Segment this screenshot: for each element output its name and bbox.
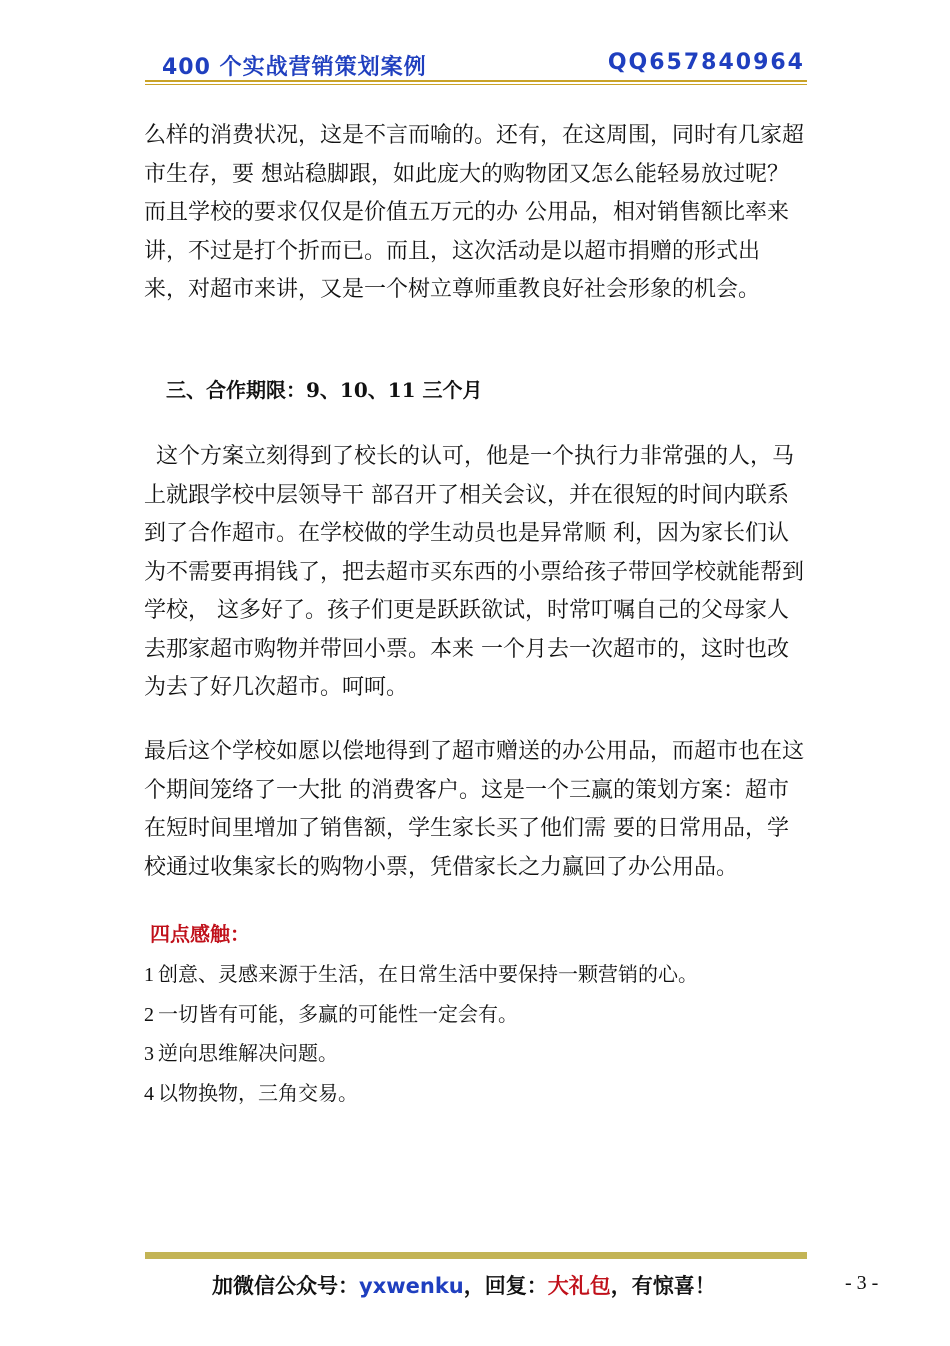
footer-middle: ，回复： [463, 1274, 548, 1298]
point-text: 一切皆有可能，多赢的可能性一定会有。 [158, 1001, 518, 1026]
header-contact: QQ657840964 [607, 50, 805, 75]
point-number: 3 [144, 1043, 154, 1065]
list-item [144, 1034, 698, 1074]
footer-promo [212, 1270, 716, 1300]
header-divider [145, 80, 807, 82]
page-number: - 3 - [845, 1272, 879, 1294]
point-text: 创意、灵感来源于生活，在日常生活中要保持一颗营销的心。 [158, 962, 698, 986]
header-title: 400 个实战营销策划案例 [162, 55, 427, 80]
footer-account: yxwenku [359, 1274, 464, 1298]
points-heading: 四点感触： [150, 922, 250, 946]
point-number: 4 [144, 1082, 154, 1105]
list-item [144, 955, 698, 995]
footer-suffix: ，有惊喜！ [610, 1274, 716, 1298]
point-text: 以物换物，三角交易。 [158, 1080, 358, 1105]
header-divider-thin [145, 84, 807, 85]
body-paragraph-2: 这个方案立刻得到了校长的认可，他是一个执行力非常强的人，马上就跟学校中层领导干 部召开了相关会议，并在很短的时间内联系到了合作超市。在学校做的学生动员也是异常顺 利，因为家长们认为不需要再捐钱了，把去超市买东西的小票给孩子带回学校就能帮到学校， 这多好了。孩子们更是跃跃欲试，时常叮嘱自己的父母家人去那家超市购物并带回小票。本来 一个月去一次超市的，这时也改为去了好几次超市。呵呵。 [144, 444, 805, 700]
footer-keyword: 大礼包 [547, 1274, 611, 1298]
list-item [144, 1074, 698, 1114]
point-number: 2 [144, 1003, 154, 1026]
section-heading: 三、合作期限：9、10、11 三个月 [166, 378, 483, 402]
point-number: 1 [144, 964, 154, 986]
body-paragraph-3: 最后这个学校如愿以偿地得到了超市赠送的办公用品，而超市也在这个期间笼络了一大批 的消费客户。这是一个三赢的策划方案：超市在短时间里增加了销售额，学生家长买了他们需 要的日常用品，学校通过收集家长的购物小票，凭借家长之力赢回了办公用品。 [144, 739, 805, 880]
footer-prefix: 加微信公众号： [212, 1274, 359, 1298]
list-item [144, 995, 698, 1035]
point-text: 逆向思维解决问题。 [158, 1041, 338, 1065]
body-paragraph-1: 么样的消费状况，这是不言而喻的。还有，在这周围，同时有几家超市生存，要 想站稳脚跟，如此庞大的购物团又怎么能轻易放过呢？而且学校的要求仅仅是价值五万元的办 公用品，相对销售额比率来讲，不过是打个折而已。而且，这次活动是以超市捐赠的形式出 来，对超市来讲，又是一个树立尊师重教良好社会形象的机会。 [144, 123, 805, 302]
footer-divider [145, 1252, 807, 1259]
points-list [144, 955, 698, 1113]
